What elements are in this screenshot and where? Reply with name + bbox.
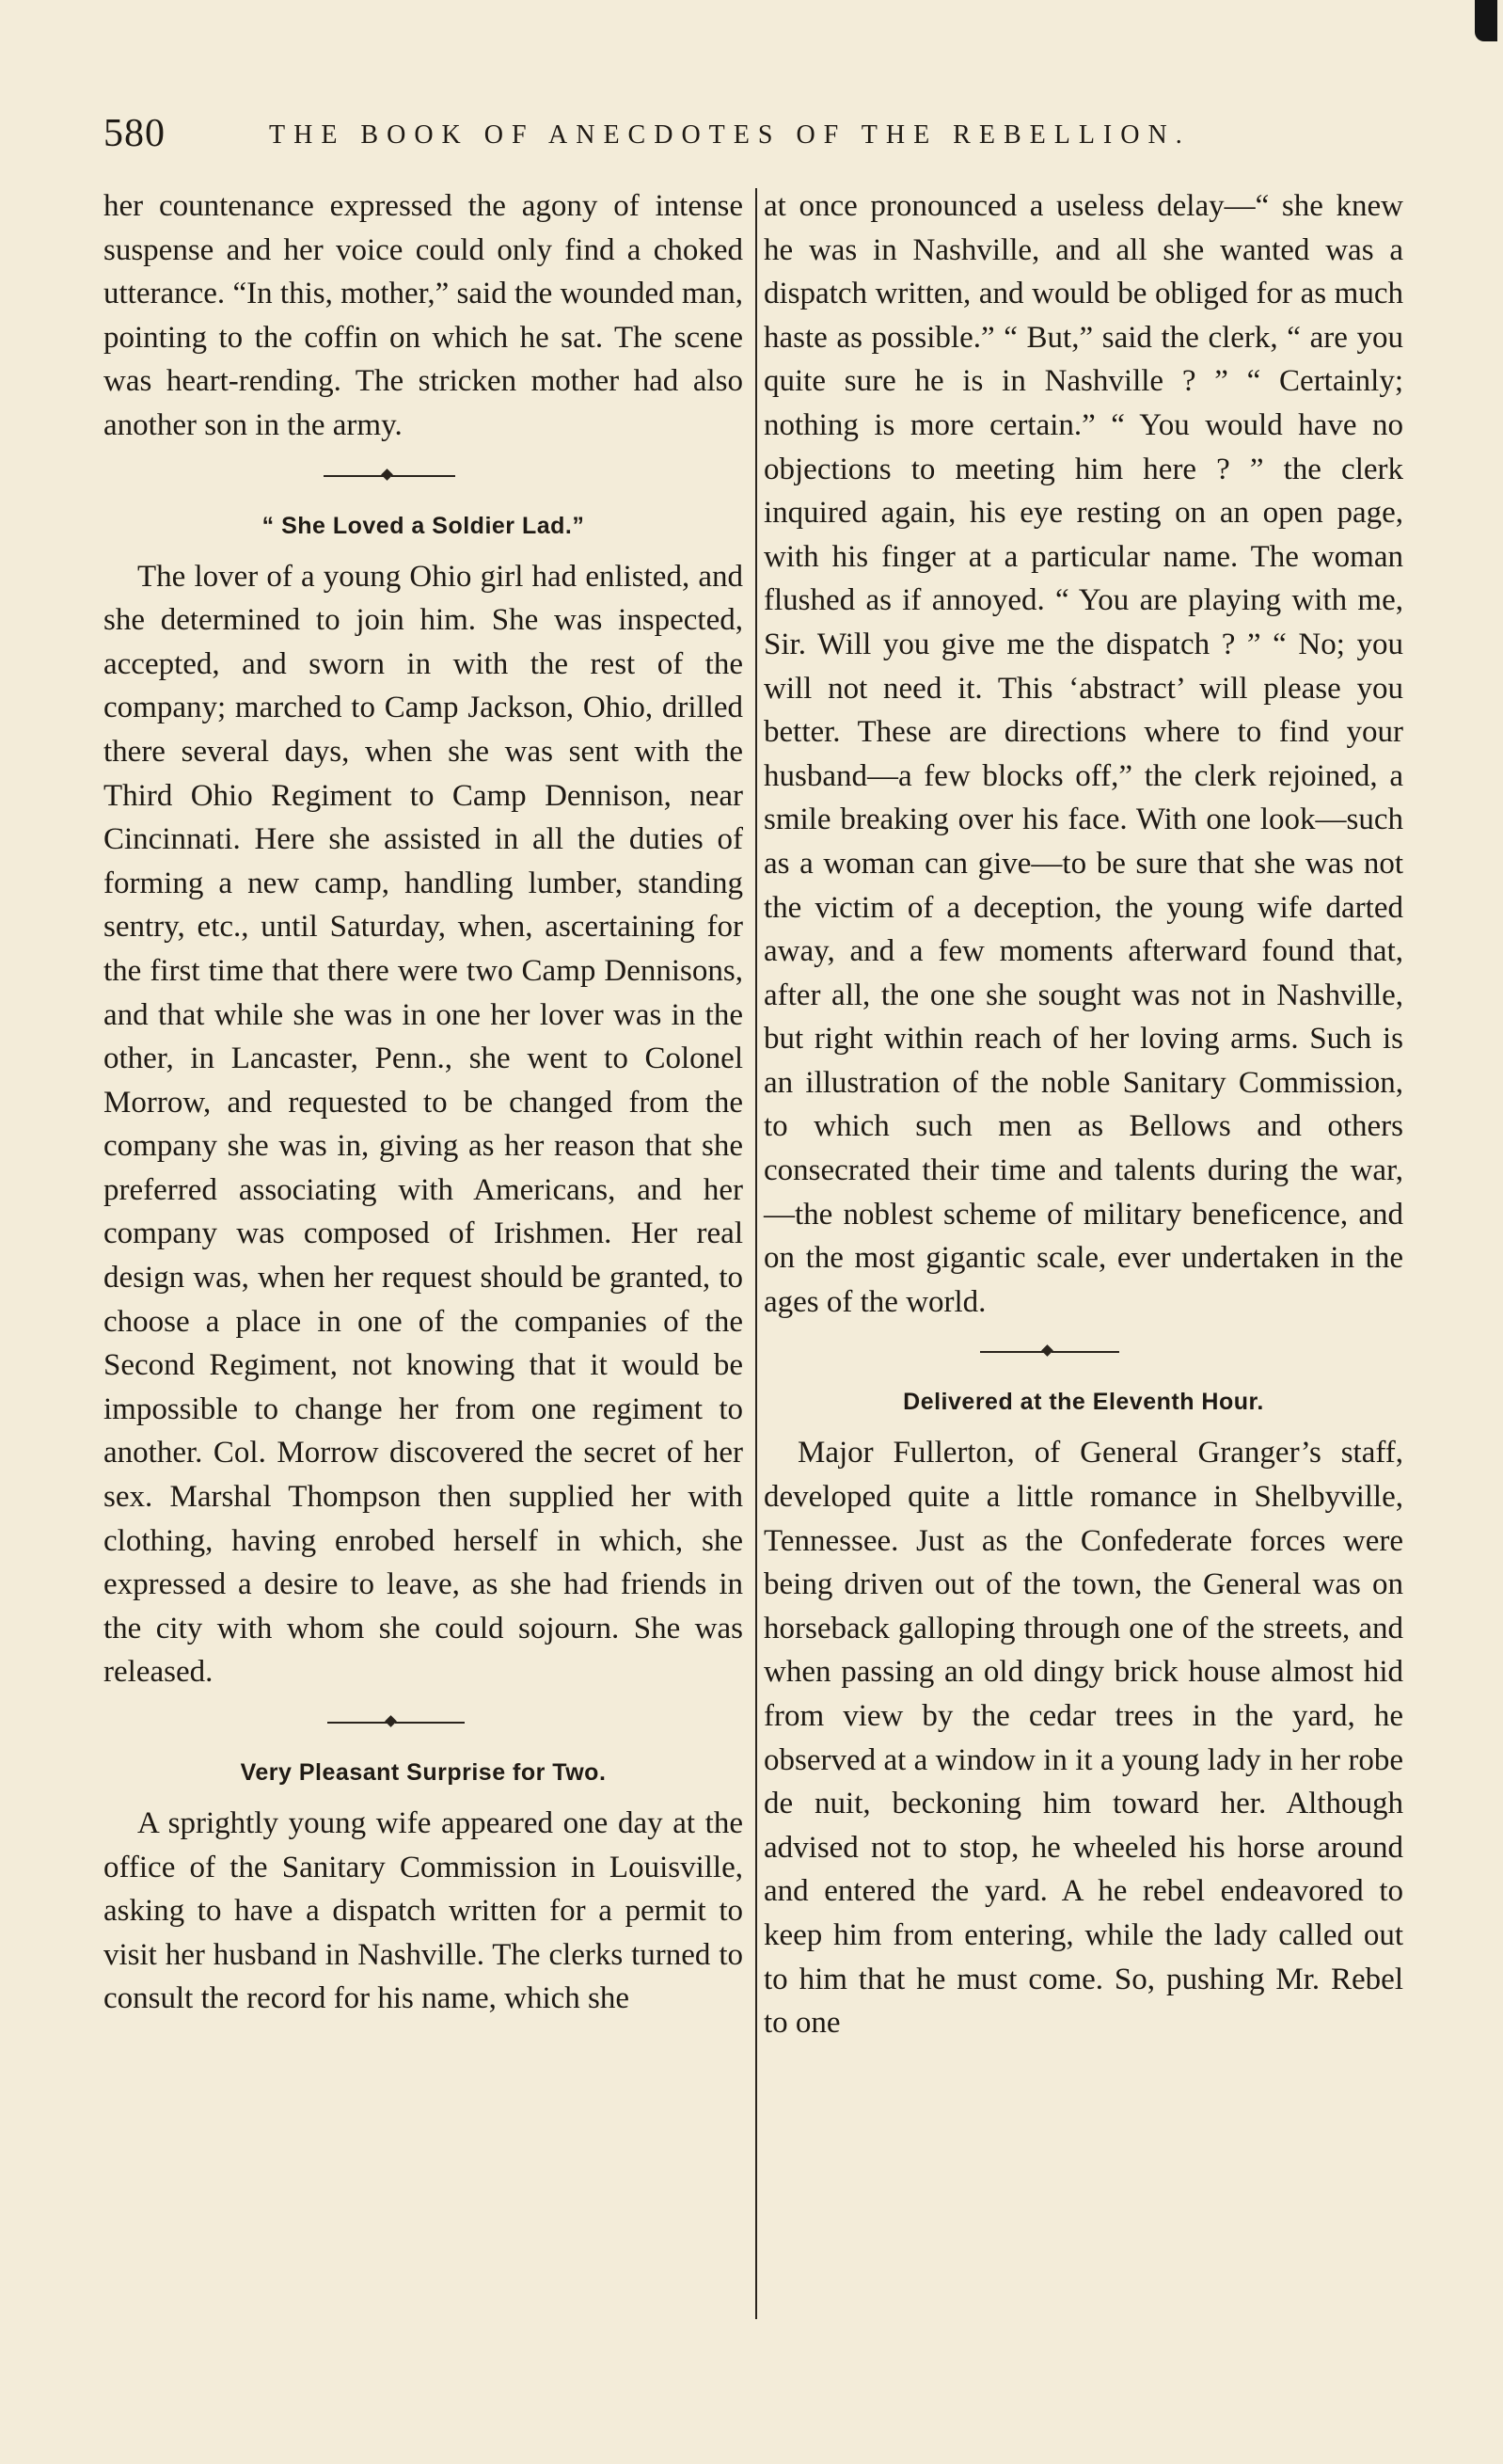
section-heading-eleventh-hour: Delivered at the Eleventh Hour. <box>903 1389 1264 1416</box>
left-column <box>103 184 743 2021</box>
continuation-paragraph: her countenance expressed the agony of intense suspense and her voice could only find a choked utterance. “In this, mother,” said the wounded man, pointing to the coffin on which he sat. The scene was heart-rending. The stricken mother had also another son in the army. <box>103 189 743 442</box>
section-heading-pleasant-surprise: Very Pleasant Surprise for Two. <box>240 1759 607 1786</box>
section-divider <box>103 448 743 504</box>
section-body-pleasant-surprise: A sprightly young wife appeared one day at the office of the Sanitary Commission in Louisville, asking to have a dispatch written for a permit to visit her husband in Nashville. The clerks turned to consult the record for his name, which she <box>103 1806 743 2016</box>
section-divider <box>764 1324 1403 1380</box>
page-edge-mark <box>1475 0 1497 41</box>
section-divider <box>103 1694 743 1751</box>
running-head <box>103 111 1383 158</box>
section-body-soldier-lad: The lover of a young Ohio girl had enlisted, and she determined to join him. She was inspected, accepted, and sworn in with the rest of the company; marched to Camp Jackson, Ohio, drilled there several days, when she was sent with the Third Ohio Regiment to Camp Dennison, near Cincinnati. Here she assisted in all the duties of forming a new camp, handling lumber, standing sentry, etc., until Saturday, when, ascertaining for the first time that there were two Camp Dennisons, and that while she was in one her lover was in the other, in Lancaster, Penn., she went to Colonel Morrow, and requested to be changed from the company she was in, giving as her reason that she preferred associating with Americans, and her company was composed of Irishmen. Her real design was, when her request should be granted, to choose a place in one of the companies of the Second Regiment, not knowing that it would be impossible to change her from one regiment to another. Col. Morrow discovered the secret of her sex. Marshal Thompson then supplied her with clothing, having enrobed herself in which, she expressed a desire to leave, as she had friends in the city with whom she could sojourn. She was released. <box>103 559 743 1690</box>
running-title: THE BOOK OF ANECDOTES OF THE REBELLION. <box>269 120 1191 150</box>
column-rule <box>755 188 757 2319</box>
section-body-eleventh-hour: Major Fullerton, of General Granger’s staff, developed quite a little romance in Shelbyville, Tennessee. Just as the Confederate forces were being driven out of the town, the General was on horseback galloping through one of the streets, and when passing an old dingy brick house almost hid from view by the cedar trees in the yard, he observed at a window in it a young lady in her robe de nuit, beckoning him toward her. Although advised not to stop, he wheeled his horse around and entered the yard. A he rebel endeavored to keep him from entering, while the lady called out to him that he must come. So, pushing Mr. Rebel to one <box>764 1436 1403 2041</box>
continuation-paragraph: at once pronounced a useless delay—“ she knew he was in Nashville, and all she wanted was a dispatch written, and would be obliged for as much haste as possible.” “ But,” said the clerk, “ are you quite sure he is in Nashville ? ” “ Certainly; nothing is more certain.” “ You would have no objections to meeting him here ? ” the clerk inquired again, his eye resting on an open page, with his finger at a particular name. The woman flushed as if annoyed. “ You are playing with me, Sir. Will you give me the dispatch ? ” “ No; you will not need it. This ‘abstract’ will please you better. These are directions where to find your husband—a few blocks off,” the clerk rejoined, a smile breaking over his face. With one look—such as a woman can give—to be sure that she was not the victim of a deception, the young wife darted away, and a few moments afterward found that, after all, the one she sought was not in Nashville, but right within reach of her loving arms. Such is an illustration of the noble Sanitary Commission, to which such men as Bellows and others consecrated their time and talents during the war,—the noblest scheme of military beneficence, and on the most gigantic scale, ever undertaken in the ages of the world. <box>764 189 1403 1319</box>
right-column <box>764 184 1403 2045</box>
page-number: 580 <box>103 112 166 155</box>
section-heading-soldier-lad: “ She Loved a Soldier Lad.” <box>261 512 585 539</box>
